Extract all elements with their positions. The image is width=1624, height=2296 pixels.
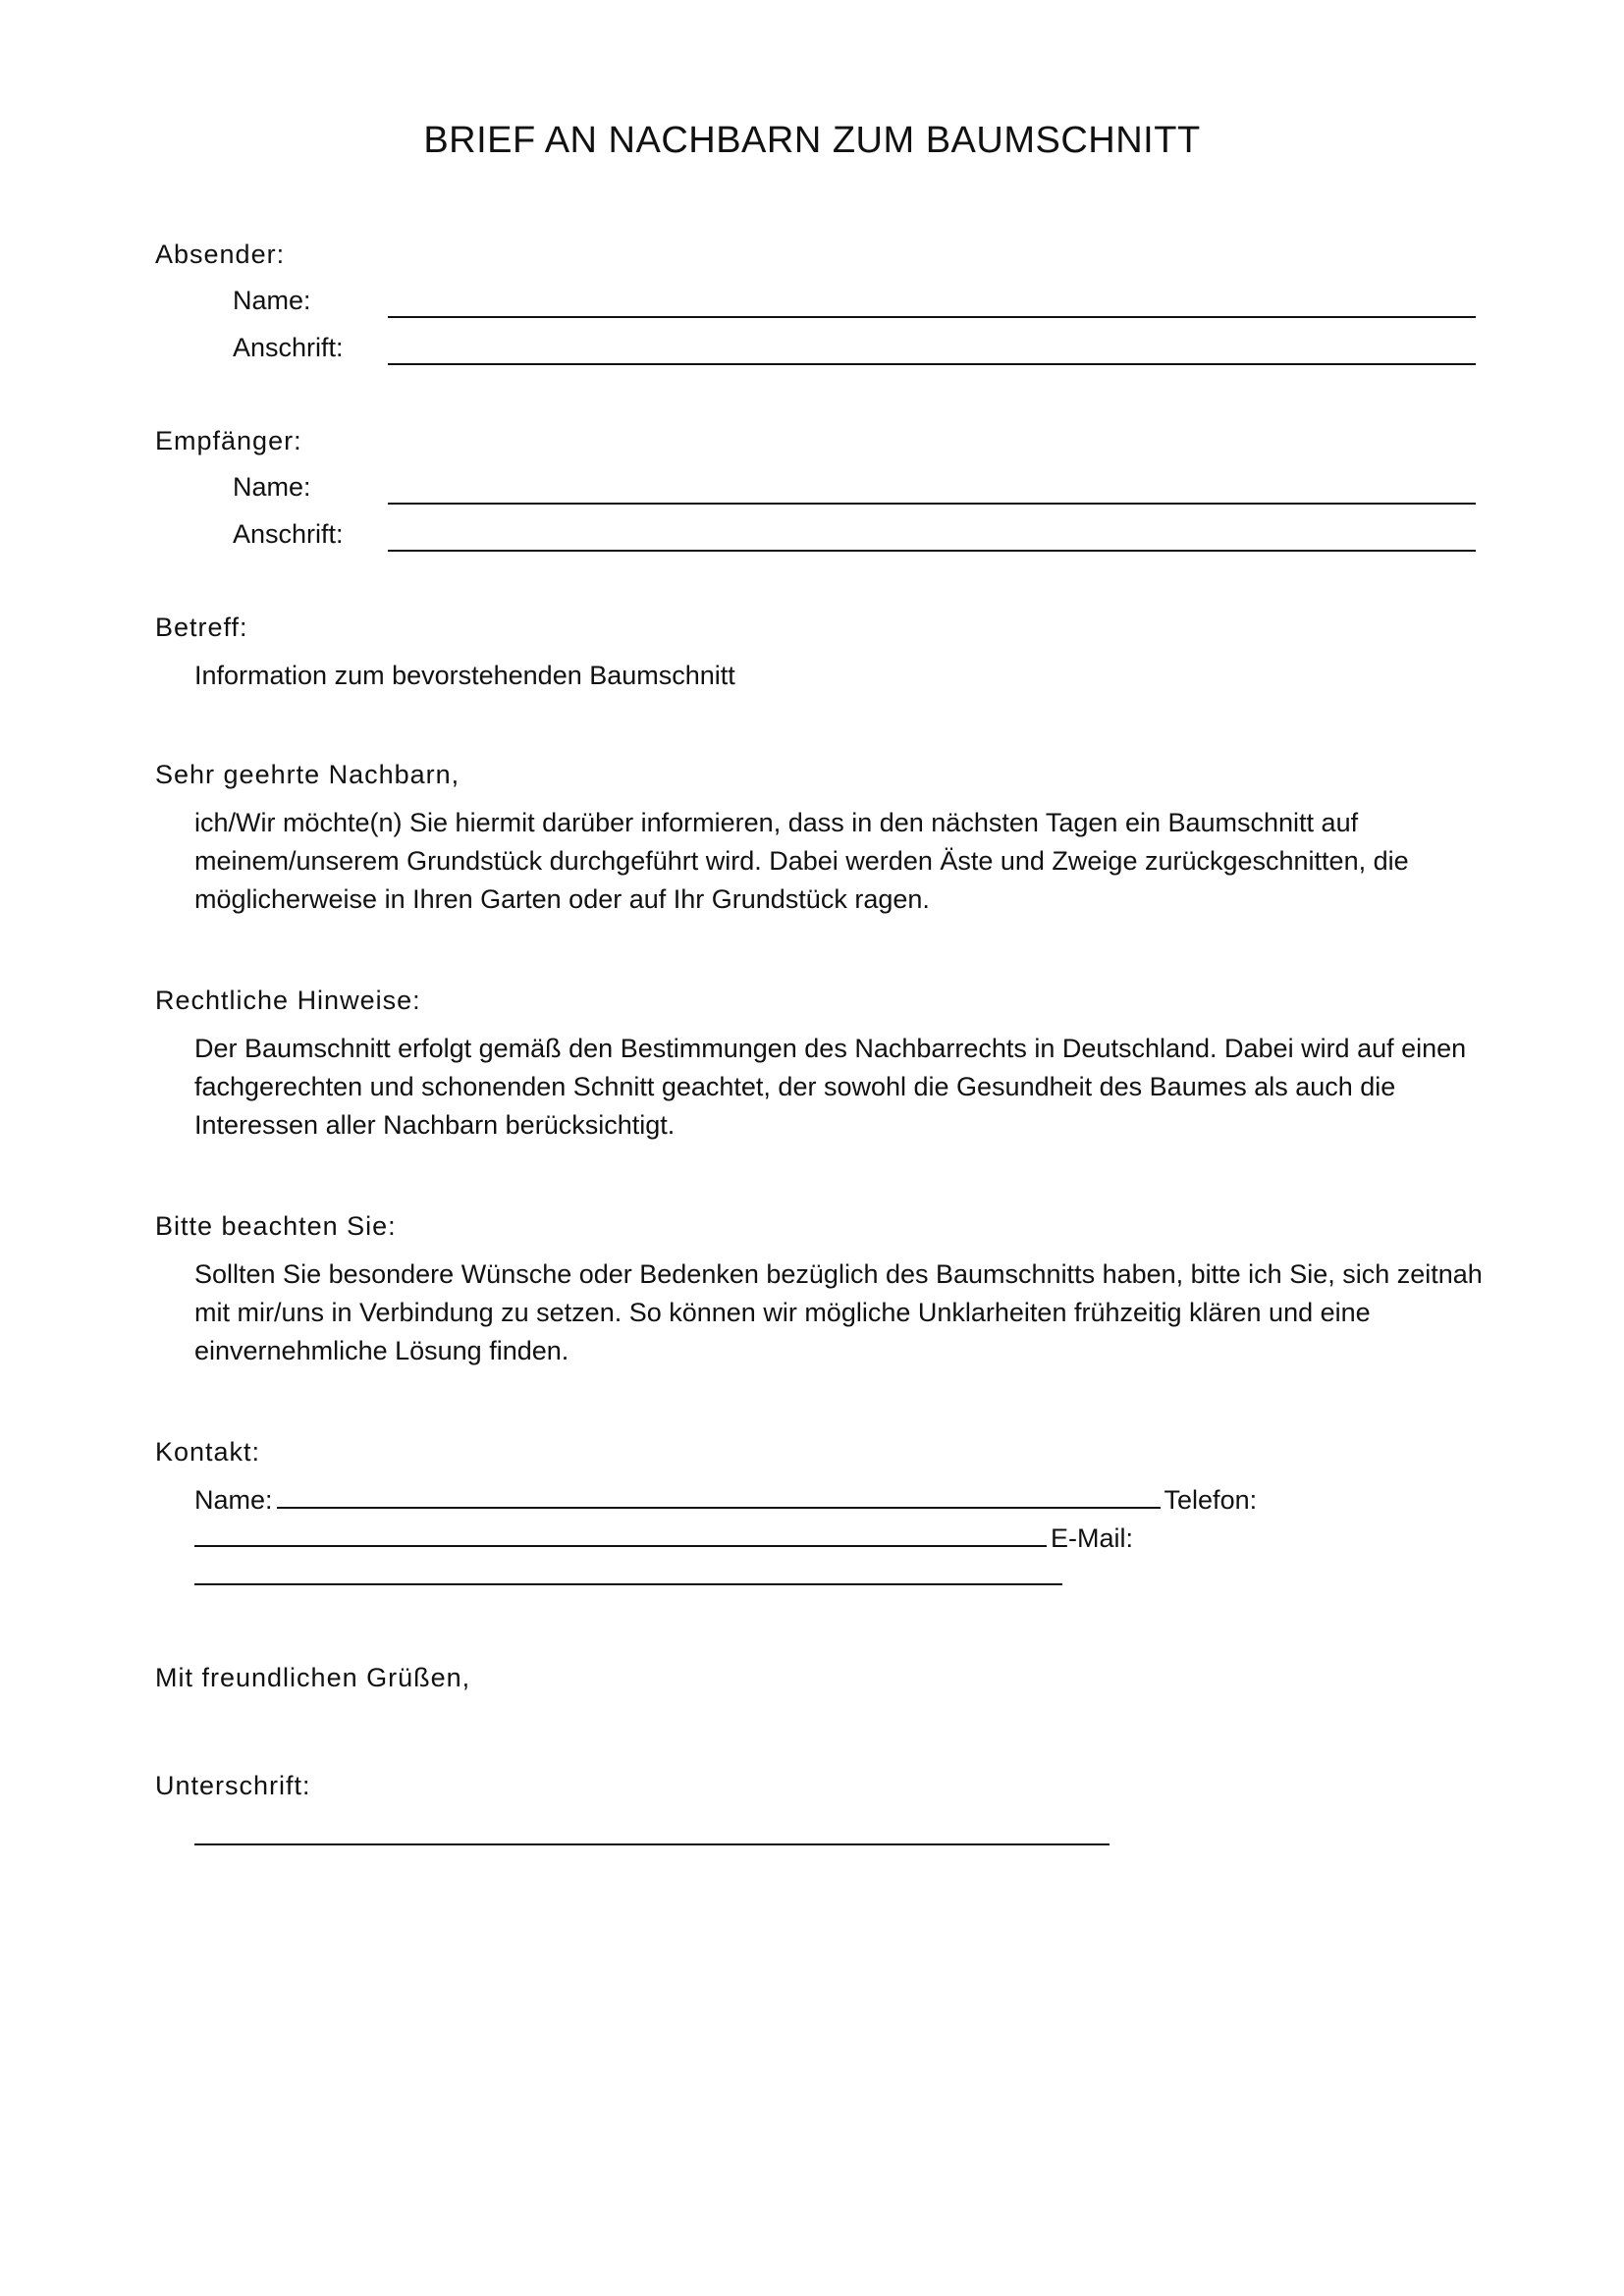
sender-heading: Absender:: [155, 240, 286, 269]
signature-field[interactable]: [194, 1843, 1110, 1845]
sender-name-field[interactable]: [388, 316, 1476, 318]
legal-heading: Rechtliche Hinweise:: [155, 986, 421, 1015]
contact-line-2: [194, 1520, 1133, 1558]
sender-address-field[interactable]: [388, 363, 1476, 365]
recipient-name-label: Name:: [233, 472, 311, 502]
document-title: BRIEF AN NACHBARN ZUM BAUMSCHNITT: [423, 120, 1201, 161]
contact-email-field[interactable]: [194, 1562, 1062, 1585]
signature-label: Unterschrift:: [155, 1771, 311, 1800]
contact-phone-field[interactable]: [194, 1523, 1047, 1547]
contact-phone-label: Telefon:: [1164, 1485, 1258, 1515]
recipient-address-label: Anschrift:: [233, 519, 344, 549]
recipient-name-field[interactable]: [388, 503, 1476, 505]
notice-heading: Bitte beachten Sie:: [155, 1211, 397, 1241]
contact-name-field[interactable]: [277, 1485, 1161, 1509]
sender-address-label: Anschrift:: [233, 333, 344, 362]
contact-heading: Kontakt:: [155, 1437, 261, 1467]
salutation-heading: Sehr geehrte Nachbarn,: [155, 760, 460, 789]
closing-text: Mit freundlichen Grüßen,: [155, 1663, 471, 1692]
notice-text: Sollten Sie besondere Wünsche oder Bedenken bezüglich des Baumschnitts haben, bitte ich Sie, sich zeitnah mit mir/uns in Verbindung zu setzen. So können wir mögliche Unklarheiten frühzeitig klären und eine einvernehmliche Lösung finden.: [194, 1259, 1483, 1365]
recipient-heading: Empfänger:: [155, 426, 302, 455]
contact-email-label: E-Mail:: [1051, 1523, 1134, 1553]
sender-name-label: Name:: [233, 286, 311, 315]
legal-text: Der Baumschnitt erfolgt gemäß den Bestimmungen des Nachbarrechts in Deutschland. Dabei wird auf einen fachgerechten und schonenden Schnitt geachtet, der sowohl die Gesundheit des Baumes als auch die Interessen aller Nachbarn berücksichtigt.: [194, 1034, 1467, 1140]
contact-name-label: Name:: [194, 1485, 273, 1515]
salutation-text: ich/Wir möchte(n) Sie hiermit darüber informieren, dass in den nächsten Tagen ein Baumschnitt auf meinem/unserem Grundstück durchgeführt wird. Dabei werden Äste und Zweige zurückgeschnitten, die möglicherweise in Ihren Garten oder auf Ihr Grundstück ragen.: [194, 808, 1409, 914]
contact-line-3: [194, 1558, 1066, 1596]
recipient-address-field[interactable]: [388, 550, 1476, 552]
subject-text: Information zum bevorstehenden Baumschnitt: [194, 661, 735, 690]
subject-heading: Betreff:: [155, 613, 248, 642]
contact-line-1: [194, 1481, 1257, 1520]
